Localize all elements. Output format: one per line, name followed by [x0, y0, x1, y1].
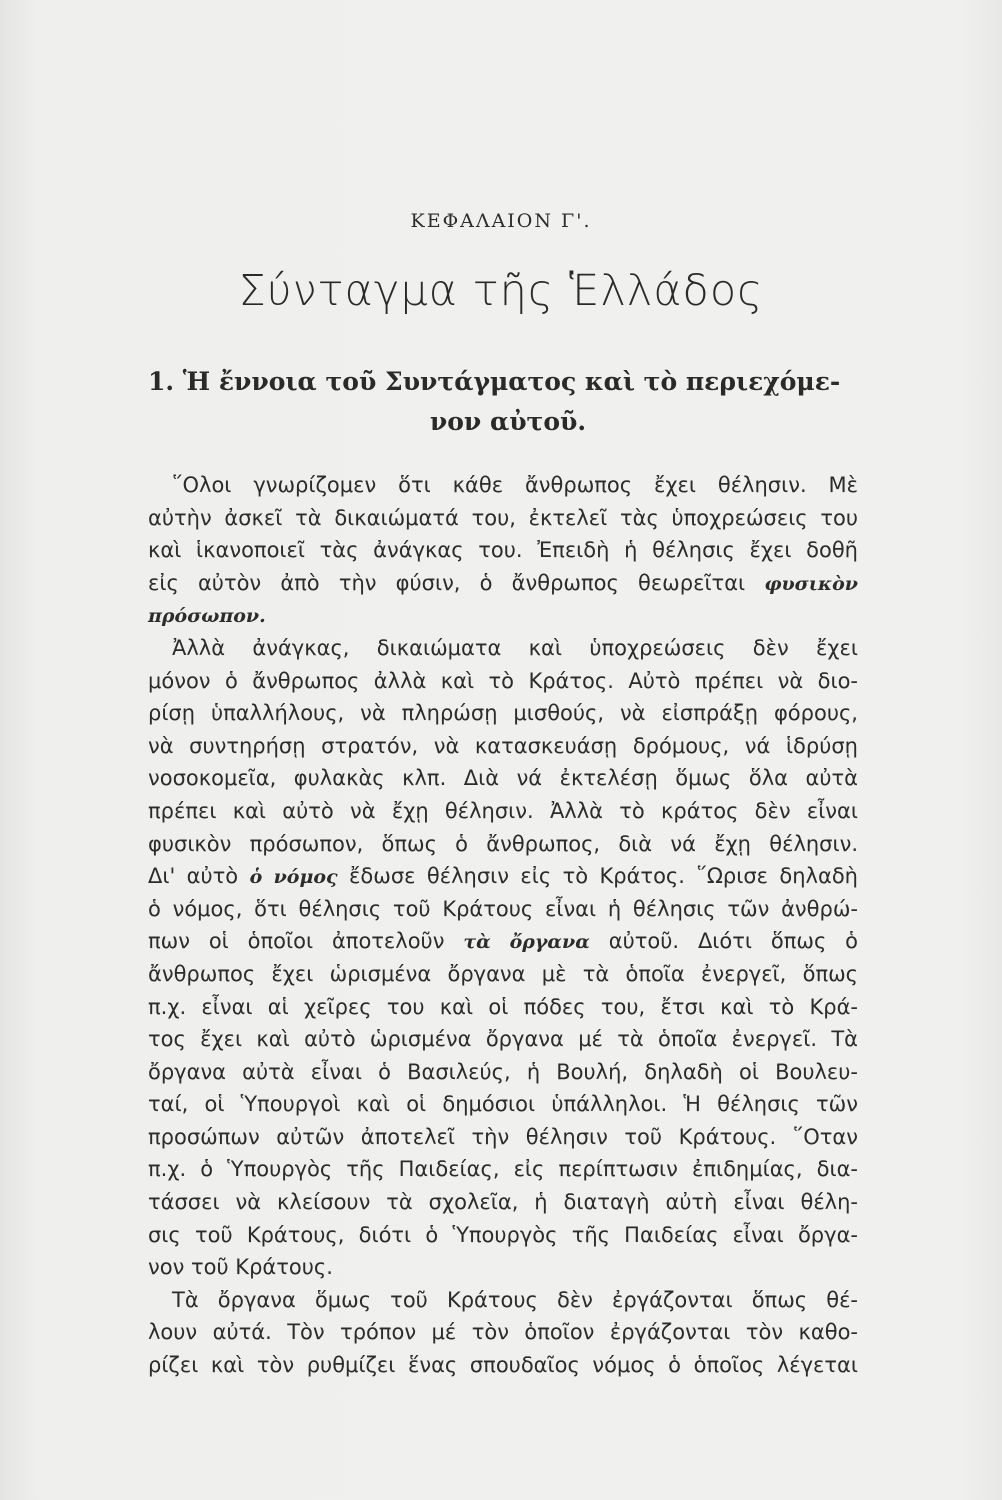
- text-line: ῞Ολοι γνωρίζομεν ὅτι κάθε ἄνθρωπος ἔχει θέλησιν. Μὲ: [172, 473, 858, 497]
- text-line: σις τοῦ Κράτους, διότι ὁ Ὑπουργὸς τῆς Παιδείας εἶναι ὄργα-: [148, 1222, 858, 1247]
- section-heading: [148, 362, 868, 442]
- text-line: [148, 860, 858, 893]
- text-line: νοσοκομεῖα, φυλακὰς κλπ. Διὰ νά ἐκτελέσῃ ὅμως ὅλα αὐτὰ: [148, 766, 858, 791]
- text-line: λουν αὐτά. Τὸν τρόπον μέ τὸν ὁποῖον ἐργάζονται τὸν καθο-: [148, 1320, 858, 1345]
- emphasis-term: ὁ νόμος: [249, 866, 338, 889]
- text-fragment: αὐτοῦ. Διότι ὅπως ὁ: [608, 929, 859, 954]
- text-line: Τὰ ὄργανα ὅμως τοῦ Κράτους δὲν ἐργάζονται ὅπως θέ-: [172, 1287, 858, 1312]
- text-line: τάσσει νὰ κλείσουν τὰ σχολεῖα, ἡ διαταγὴ αὐτὴ εἶναι θέλη-: [148, 1190, 858, 1215]
- text-fragment: Δι' αὐτὸ: [148, 864, 239, 889]
- body-text: [148, 469, 858, 1382]
- text-line: ταί, οἱ Ὑπουργοὶ καὶ οἱ δημόσιοι ὑπάλληλοι. Ἡ θέλησις τῶν: [148, 1092, 858, 1117]
- text-line: ἄνθρωπος ἔχει ὡρισμένα ὄργανα μὲ τὰ ὁποῖα ἐνεργεῖ, ὅπως: [148, 961, 858, 986]
- text-line: ὁ νόμος, ὅτι θέλησις τοῦ Κράτους εἶναι ἡ θέλησις τῶν ἀνθρώ-: [148, 896, 858, 921]
- text-line: μόνον ὁ ἄνθρωπος ἀλλὰ καὶ τὸ Κράτος. Αὐτὸ πρέπει νὰ διο-: [148, 668, 858, 693]
- section-heading-line-2: νον αὐτοῦ.: [429, 407, 587, 436]
- text-line: φυσικὸν πρόσωπον, ὅπως ὁ ἄνθρωπος, διὰ νά ἔχῃ θέλησιν.: [148, 831, 858, 856]
- text-line: π.χ. ὁ Ὑπουργὸς τῆς Παιδείας, εἰς περίπτωσιν ἐπιδημίας, δια-: [148, 1157, 858, 1182]
- text-line: ρίσῃ ὑπαλλήλους, νὰ πληρώσῃ μισθούς, νὰ εἰσπράξῃ φόρους,: [148, 701, 858, 726]
- text-fragment: ἔδωσε θέλησιν εἰς τὸ Κράτος. ῞Ωρισε δηλαδὴ: [349, 864, 858, 889]
- text-line: [148, 599, 858, 632]
- text-line: π.χ. εἶναι αἱ χεῖρες του καὶ οἱ πόδες του, ἔτσι καὶ τὸ Κρά-: [148, 994, 858, 1019]
- text-line: νὰ συντηρήσῃ στρατόν, νὰ κατασκευάσῃ δρόμους, νά ἱδρύσῃ: [148, 733, 858, 758]
- text-fragment: εἰς αὐτὸν ἀπὸ τὴν φύσιν, ὁ ἄνθρωπος θεωρεῖται: [148, 570, 746, 595]
- text-fragment: πων οἱ ὁποῖοι ἀποτελοῦν: [148, 929, 445, 954]
- text-line: νον τοῦ Κράτους.: [148, 1255, 333, 1280]
- emphasis-term: πρόσωπον.: [148, 605, 266, 628]
- text-line: ὄργανα αὐτὰ εἶναι ὁ Βασιλεύς, ἡ Βουλή, δηλαδὴ οἱ Βουλευ-: [148, 1059, 858, 1084]
- emphasis-term: τὰ ὄργανα: [463, 931, 590, 954]
- text-line: καὶ ἱκανοποιεῖ τὰς ἀνάγκας του. Ἐπειδὴ ἡ θέλησις ἔχει δοθῆ: [148, 538, 858, 563]
- chapter-heading: ΚΕΦΑΛΑΙΟΝ Γ'.: [410, 210, 592, 232]
- text-line: αὐτὴν ἀσκεῖ τὰ δικαιώματά του, ἐκτελεῖ τὰς ὑποχρεώσεις του: [148, 505, 858, 530]
- text-line: Ἀλλὰ ἀνάγκας, δικαιώματα καὶ ὑποχρεώσεις δὲν ἔχει: [172, 635, 858, 660]
- text-line: [148, 567, 858, 600]
- emphasis-term: φυσικὸν: [764, 572, 858, 595]
- text-line: [148, 925, 858, 958]
- text-line: ρίζει καὶ τὸν ρυθμίζει ἕνας σπουδαῖος νόμος ὁ ὁποῖος λέγεται: [148, 1353, 858, 1378]
- page-title: Σύνταγμα τῆς Ἑλλάδος: [238, 266, 764, 316]
- section-heading-line-1: 1. Ἡ ἔννοια τοῦ Συντάγματος καὶ τὸ περιεχόμε-: [148, 367, 841, 396]
- text-line: πρέπει καὶ αὐτὸ νὰ ἔχῃ θέλησιν. Ἀλλὰ τὸ κράτος δὲν εἶναι: [148, 798, 858, 823]
- text-line: τος ἔχει καὶ αὐτὸ ὡρισμένα ὄργανα μέ τὰ ὁποῖα ἐνεργεῖ. Τὰ: [148, 1027, 858, 1052]
- text-line: προσώπων αὐτῶν ἀποτελεῖ τὴν θέλησιν τοῦ Κράτους. ῞Οταν: [148, 1124, 858, 1149]
